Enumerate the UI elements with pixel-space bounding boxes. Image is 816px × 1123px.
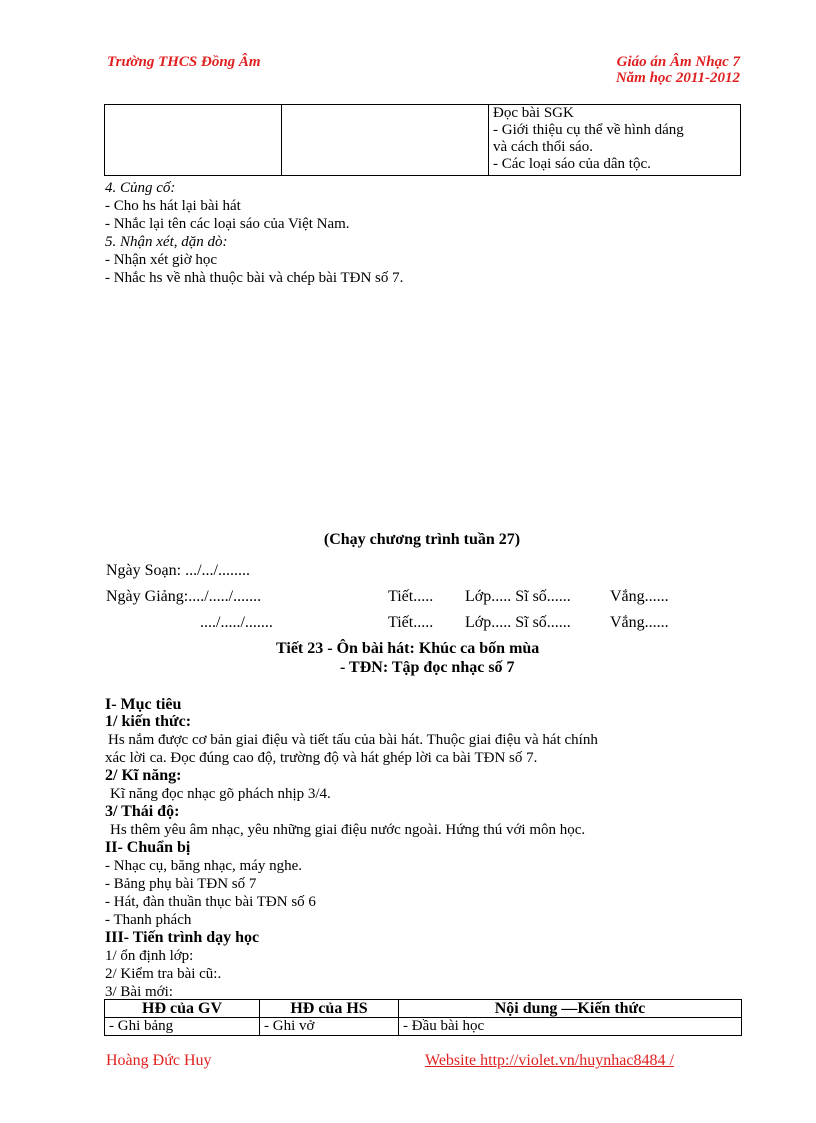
lesson-title: Tiết 23 - Ôn bài hát: Khúc ca bốn mùa [276,640,540,657]
table-cell [282,105,489,176]
table-cell: - Ghi bảng [105,1018,260,1036]
section-heading: I- Mục tiêu [105,696,182,713]
continuation-table [104,104,741,176]
school-year: Năm học 2011-2012 [615,70,740,86]
subsection-heading: 2/ Kĩ năng: [105,767,182,784]
footer-author: Hoàng Đức Huy [106,1052,212,1069]
paragraph-line: xác lời ca. Đọc đúng cao độ, trường độ và hát ghép lời ca bài TĐN số 7. [105,750,538,766]
date-prepared: Ngày Soạn: .../.../........ [106,562,250,579]
list-item: - Bảng phụ bài TĐN số 7 [105,876,257,892]
paragraph-line: Kĩ năng đọc nhạc gõ phách nhịp 3/4. [110,786,331,802]
period-field: Tiết..... [388,614,434,631]
section-title: 5. Nhận xét, dặn dò: [105,234,228,250]
class-attendance-field: Lớp..... Sĩ số...... [465,588,571,605]
table-header-gv: HĐ của GV [105,1000,260,1018]
table-cell-line: - Các loại sáo của dân tộc. [493,156,651,172]
list-item: - Nhắc lại tên các loại sáo của Việt Nam. [105,216,350,232]
table-cell [105,105,282,176]
list-item: 3/ Bài mới: [105,984,173,1000]
section-title: 4. Củng cố: [105,180,176,196]
list-item: 1/ ổn định lớp: [105,948,194,964]
section-heading: III- Tiến trình dạy học [105,929,260,946]
table-cell-line: Đọc bài SGK [493,105,574,121]
table-header-hs: HĐ của HS [260,1000,399,1018]
list-item: - Nhạc cụ, băng nhạc, máy nghe. [105,858,303,874]
program-title: (Chạy chương trình tuần 27) [323,531,521,548]
table-cell-line: - Giới thiệu cụ thể về hình dáng [493,122,684,138]
activity-table [104,999,742,1036]
school-name: Trường THCS Đồng Âm [107,54,261,70]
table-cell [489,105,741,176]
list-item: 2/ Kiểm tra bài cũ:. [105,966,222,982]
subsection-heading: 1/ kiến thức: [105,713,192,730]
list-item: - Nhắc hs về nhà thuộc bài và chép bài TĐN số 7. [105,270,404,286]
subsection-heading: 3/ Thái độ: [105,803,180,820]
absent-field: Vắng...... [610,588,669,605]
subject-title: Giáo án Âm Nhạc 7 [616,54,740,70]
table-cell-line: và cách thổi sáo. [493,139,593,155]
paragraph-line: Hs thêm yêu âm nhạc, yêu những giai điệu nước ngoài. Hứng thú với môn học. [110,822,586,838]
list-item: - Thanh phách [105,912,192,928]
date-taught: Ngày Giảng:..../...../....... [106,588,262,605]
table-row [105,1018,742,1036]
lesson-subtitle: - TĐN: Tập đọc nhạc số 7 [340,659,515,676]
list-item: - Nhận xét giờ học [105,252,218,268]
list-item: - Cho hs hát lại bài hát [105,198,241,214]
paragraph-line: Hs nắm được cơ bản giai điệu và tiết tấu của bài hát. Thuộc giai điệu và hát chính [108,732,598,748]
list-item: - Hát, đàn thuần thục bài TĐN số 6 [105,894,316,910]
footer-website-link[interactable]: Website http://violet.vn/huynhac8484 / [425,1052,674,1069]
absent-field: Vắng...... [610,614,669,631]
table-cell: - Ghi vở [260,1018,399,1036]
date-taught-2: ..../...../....... [200,614,273,631]
section-heading: II- Chuẩn bị [105,839,191,856]
table-header-content: Nội dung —Kiến thức [399,1000,742,1018]
class-attendance-field: Lớp..... Sĩ số...... [465,614,571,631]
period-field: Tiết..... [388,588,434,605]
table-cell: - Đầu bài học [399,1018,742,1036]
